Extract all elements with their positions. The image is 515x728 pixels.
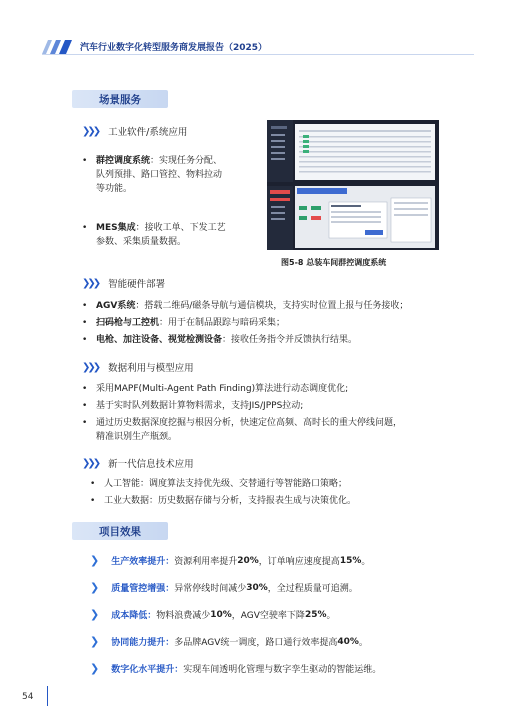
subheading-label: 新一代信息技术应用 — [108, 459, 194, 470]
item-text: 等功能。 — [96, 184, 133, 194]
result-text: ，全过程质量可追溯。 — [267, 584, 358, 594]
list-item: • 人工智能：调度算法支持优先级、交替通行等智能路口策略； — [90, 479, 348, 489]
chevron-right-icon: ❯ — [90, 635, 100, 648]
result-item — [90, 662, 381, 675]
list-item: • 群控调度系统：实现任务分配、 队列预排、路口管控、物料拉动 等功能。 — [82, 156, 223, 194]
double-chevron-icon: ❯❯❯ — [82, 457, 99, 469]
result-value: 40% — [337, 636, 359, 647]
item-text: 基于实时队列数据计算物料需求，支持JIS/JPPS拉动; — [96, 401, 304, 411]
section-effect-pill — [72, 522, 168, 540]
list-item: • 扫码枪与工控机：用于在制品跟踪与暗码采集； — [82, 318, 286, 328]
header-stripes-icon — [42, 40, 78, 54]
double-chevron-icon: ❯❯❯ — [82, 125, 99, 137]
result-text: 。 — [361, 557, 371, 567]
item-text: ：实现任务分配、 — [150, 156, 223, 166]
chevron-right-icon: ❯ — [90, 662, 100, 675]
result-text: 。 — [326, 611, 336, 621]
item-text: 精准识别生产瓶颈。 — [96, 432, 178, 442]
result-label: 协同能力提升： — [111, 638, 175, 648]
result-item — [90, 581, 358, 594]
list-item: • 采用MAPF(Multi-Agent Path Finding)算法进行动态调度优化; — [82, 384, 349, 394]
item-label: 电枪、加注设备、视觉检测设备 — [96, 335, 223, 345]
result-text: 异常停线时间减少 — [174, 584, 247, 594]
subheading-label: 数据利用与模型应用 — [108, 363, 194, 374]
item-label: 扫码枪与工控机 — [96, 318, 160, 328]
item-text: ：调度算法支持优先级、交替通行等智能路口策略； — [140, 479, 348, 489]
result-text: 实现车间透明化管理与数字孪生驱动的智能运维。 — [183, 665, 382, 675]
result-item — [90, 554, 370, 567]
chevron-right-icon: ❯ — [90, 554, 100, 567]
item-label: 群控调度系统 — [96, 156, 151, 166]
result-text: ，订单响应速度提高 — [258, 557, 340, 567]
result-label: 数字化水平提升： — [111, 665, 184, 675]
subheading-hardware — [82, 276, 165, 290]
item-text: 参数、采集质量数据。 — [96, 237, 187, 247]
result-value: 25% — [304, 609, 327, 620]
item-label: 工业大数据 — [104, 496, 150, 506]
list-item: • MES集成：接收工单、下发工艺 参数、采集质量数据。 — [82, 223, 226, 247]
item-text: 通过历史数据深度挖掘与根因分析，快速定位高频、高时长的重大停线问题， — [96, 418, 403, 428]
subheading-label: 工业软件/系统应用 — [108, 127, 188, 138]
double-chevron-icon: ❯❯❯ — [82, 277, 99, 289]
figure-caption: 图5-8 总装车间群控调度系统 — [281, 258, 387, 267]
result-item — [90, 635, 368, 648]
section-effect-title: 项目效果 — [99, 525, 141, 538]
result-value: 15% — [339, 555, 362, 566]
list-item: • 通过历史数据深度挖掘与根因分析，快速定位高频、高时长的重大停线问题， 精准识别生产瓶颈。 — [82, 418, 403, 442]
section-scene-pill — [72, 90, 168, 108]
result-text: 物料浪费减少 — [156, 611, 211, 621]
item-text: 采用MAPF(Multi-Agent Path Finding)算法进行动态调度优化; — [96, 384, 349, 394]
result-text: 资源利用率提升 — [174, 557, 238, 567]
result-label: 生产效率提升： — [111, 557, 175, 567]
report-title: 汽车行业数字化转型服务商发展报告（2025） — [80, 43, 268, 53]
item-text: ：历史数据存储与分析，支持报表生成与决策优化。 — [149, 496, 357, 506]
item-text: ：接收工单、下发工艺 — [135, 223, 226, 233]
item-label: AGV系统 — [96, 301, 136, 311]
header-divider — [42, 54, 474, 55]
item-label: 人工智能 — [104, 479, 141, 489]
subheading-industrial-software — [82, 124, 187, 138]
result-value: 20% — [237, 555, 259, 566]
result-label: 质量管控增强： — [111, 584, 175, 594]
item-text: 队列预排、路口管控、物料拉动 — [96, 170, 223, 180]
result-text: 。 — [358, 638, 368, 648]
result-item — [90, 608, 336, 621]
subheading-label: 智能硬件部署 — [108, 279, 166, 290]
result-value: 30% — [246, 582, 268, 593]
section-scene-title: 场景服务 — [99, 93, 141, 106]
page-number-divider — [47, 686, 48, 706]
item-label: MES集成 — [96, 223, 136, 233]
result-label: 成本降低： — [111, 611, 157, 621]
list-item: • 工业大数据：历史数据存储与分析，支持报表生成与决策优化。 — [90, 496, 357, 506]
subheading-new-it — [82, 456, 194, 470]
dispatch-system-screenshot — [267, 120, 439, 250]
double-chevron-icon: ❯❯❯ — [82, 361, 99, 373]
page-number: 54 — [22, 692, 34, 702]
list-item: • AGV系统：搭载二维码/磁条导航与通信模块，支持实时位置上报与任务接收； — [82, 301, 409, 311]
item-text: ：接收任务指令并反馈执行结果。 — [222, 335, 358, 345]
list-item: • 基于实时队列数据计算物料需求，支持JIS/JPPS拉动; — [82, 401, 304, 411]
subheading-data-model — [82, 360, 194, 374]
list-item: • 电枪、加注设备、视觉检测设备：接收任务指令并反馈执行结果。 — [82, 335, 358, 345]
chevron-right-icon: ❯ — [90, 581, 100, 594]
result-value: 10% — [210, 609, 232, 620]
chevron-right-icon: ❯ — [90, 608, 100, 621]
item-text: ：用于在制品跟踪与暗码采集； — [159, 318, 286, 328]
item-text: ：搭载二维码/磁条导航与通信模块，支持实时位置上报与任务接收； — [135, 301, 409, 311]
result-text: 多品牌AGV统一调度，路口通行效率提高 — [174, 638, 338, 648]
result-text: ，AGV空驶率下降 — [231, 611, 305, 621]
